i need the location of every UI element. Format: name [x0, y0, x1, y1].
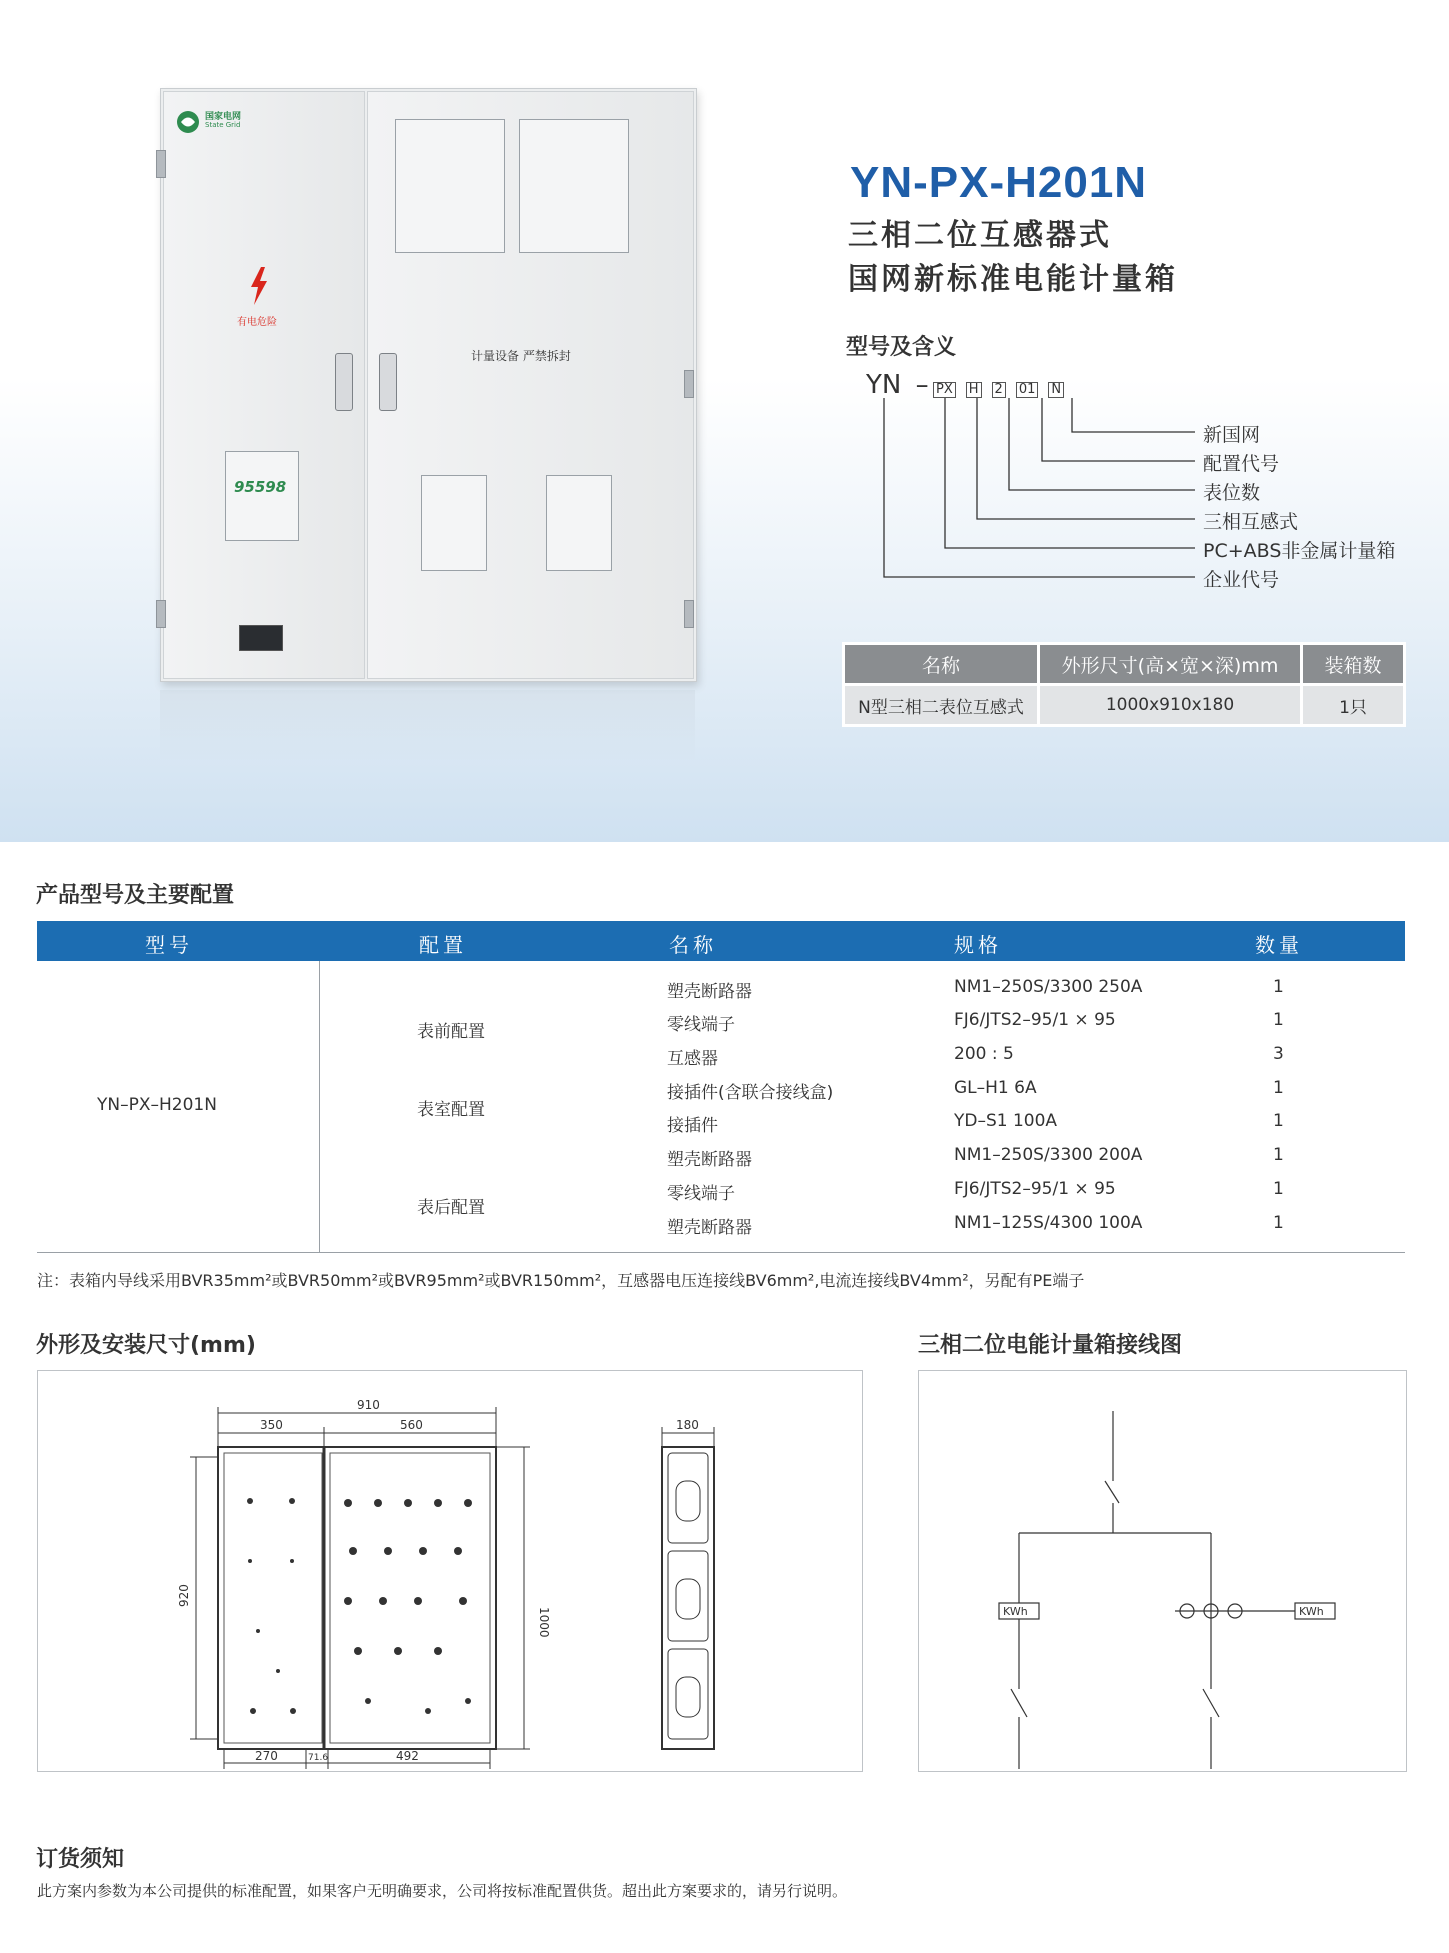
logo-cn: 国家电网: [205, 112, 242, 122]
order-text: 此方案内参数为本公司提供的标准配置，如果客户无明确要求，公司将按标准配置供货。超出此方案要求的，请另行说明。: [37, 1882, 848, 1900]
hinge: [684, 600, 694, 628]
dim-bottom-left: 270: [255, 1749, 278, 1763]
code-dash: –: [915, 370, 929, 400]
config-item-name: 零线端子: [667, 1184, 735, 1204]
meter-window-1: [395, 119, 505, 253]
legend-item: PC+ABS非金属计量箱: [1203, 540, 1396, 562]
config-item-spec: NM1–250S/3300 200A: [954, 1145, 1143, 1165]
hinge: [156, 150, 166, 178]
product-subtitle-1: 三相二位互感器式: [848, 218, 1112, 253]
config-divider: [319, 961, 320, 1252]
config-item-spec: NM1–250S/3300 250A: [954, 977, 1143, 997]
config-item-name: 零线端子: [667, 1015, 735, 1035]
config-header-model: 型号: [145, 933, 193, 957]
config-item-qty: 3: [1273, 1044, 1284, 1064]
dim-total-width: 910: [357, 1398, 380, 1412]
hinge: [684, 370, 694, 398]
logo-en: State Grid: [205, 121, 241, 129]
small-window-1: [421, 475, 487, 571]
nameplate: [239, 625, 283, 651]
config-item-qty: 1: [1273, 977, 1284, 997]
wiring-title: 三相二位电能计量箱接线图: [918, 1333, 1183, 1358]
config-model: YN–PX–H201N: [97, 1095, 217, 1115]
config-item-qty: 1: [1273, 1078, 1284, 1098]
spec-cell-size: 1000x910x180: [1039, 685, 1302, 726]
config-item-name: 塑壳断路器: [667, 982, 752, 1002]
dim-right-width: 560: [400, 1418, 423, 1432]
spec-cell-name: N型三相二表位互感式: [844, 685, 1039, 726]
code-box-h: H: [966, 382, 982, 398]
dim-bottom-right: 492: [396, 1749, 419, 1763]
config-title: 产品型号及主要配置: [36, 883, 235, 908]
warning-text: 有电危险: [237, 317, 277, 328]
cabinet-reflection: [160, 690, 695, 760]
config-header-spec: 规格: [954, 933, 1002, 957]
config-item-spec: GL–H1 6A: [954, 1078, 1037, 1098]
spec-header-qty: 装箱数: [1302, 644, 1405, 685]
small-window-2: [546, 475, 612, 571]
spec-header-size: 外形尺寸(高×宽×深)mm: [1039, 644, 1302, 685]
model-meaning-heading: 型号及含义: [846, 335, 957, 360]
config-item-name: 塑壳断路器: [667, 1150, 752, 1170]
wiring-diagram-svg: [919, 1371, 1406, 1771]
config-item-name: 塑壳断路器: [667, 1218, 752, 1238]
wiring-diagram: [918, 1370, 1407, 1772]
config-item-qty: 1: [1273, 1213, 1284, 1233]
service-logo: 95598: [234, 478, 287, 496]
config-group: 表后配置: [417, 1198, 485, 1218]
meter-label-right: KWh: [1299, 1605, 1324, 1618]
service-window: [225, 451, 299, 541]
door-label: 计量设备 严禁拆封: [471, 349, 571, 363]
dim-inner-height: 920: [177, 1584, 191, 1607]
config-header-name: 名称: [669, 933, 717, 957]
config-item-name: 接插件: [667, 1116, 718, 1136]
legend-item: 三相互感式: [1203, 511, 1299, 533]
config-bottom-line: [37, 1252, 1405, 1253]
code-box-01: 01: [1016, 382, 1039, 398]
spec-table: [842, 642, 1406, 727]
dim-left-width: 350: [260, 1418, 283, 1432]
state-grid-logo-icon: [175, 109, 201, 135]
left-handle: [335, 353, 353, 411]
order-title: 订货须知: [36, 1847, 125, 1872]
config-item-spec: FJ6/JTS2–95/1 × 95: [954, 1179, 1116, 1199]
config-item-qty: 1: [1273, 1179, 1284, 1199]
dim-depth: 180: [676, 1418, 699, 1432]
config-item-spec: FJ6/JTS2–95/1 × 95: [954, 1010, 1116, 1030]
state-grid-logo: [175, 109, 265, 135]
meter-label-left: KWh: [1003, 1605, 1028, 1618]
config-item-qty: 1: [1273, 1010, 1284, 1030]
config-table: [37, 921, 1405, 1251]
dim-bottom-gap: 71.6: [308, 1753, 329, 1763]
model-meaning-lines: [870, 398, 1200, 588]
code-boxes: [933, 378, 1070, 398]
dimensions-drawing: [37, 1370, 863, 1772]
meter-window-2: [519, 119, 629, 253]
spec-cell-qty: 1只: [1302, 685, 1405, 726]
model-code-line: [866, 372, 935, 398]
product-subtitle-2: 国网新标准电能计量箱: [848, 262, 1178, 297]
config-item-name: 接插件(含联合接线盒): [667, 1083, 834, 1103]
cabinet-photo: [160, 88, 697, 682]
right-handle: [379, 353, 397, 411]
config-group: 表前配置: [417, 1022, 485, 1042]
code-box-px: PX: [933, 382, 956, 398]
config-item-qty: 1: [1273, 1145, 1284, 1165]
legend-item: 企业代号: [1203, 569, 1280, 591]
product-model: YN-PX-H201N: [850, 158, 1148, 207]
config-header: [37, 921, 1405, 961]
legend-item: 表位数: [1203, 482, 1261, 504]
legend-item: 配置代号: [1203, 453, 1280, 475]
dim-total-height: 1000: [537, 1607, 551, 1638]
config-header-qty: 数量: [1255, 933, 1303, 957]
lightning-icon: [247, 267, 271, 305]
config-item-qty: 1: [1273, 1111, 1284, 1131]
code-box-2: 2: [992, 382, 1006, 398]
config-item-spec: 200 : 5: [954, 1044, 1014, 1064]
spec-header-name: 名称: [844, 644, 1039, 685]
dimensions-title: 外形及安装尺寸(mm): [36, 1333, 256, 1358]
code-box-n: N: [1048, 382, 1064, 398]
config-header-config: 配置: [419, 933, 467, 957]
config-item-name: 互感器: [667, 1049, 718, 1069]
config-item-spec: YD–S1 100A: [954, 1111, 1058, 1131]
legend-item: 新国网: [1203, 424, 1261, 446]
config-note: 注：表箱内导线采用BVR35mm²或BVR50mm²或BVR95mm²或BVR150mm²，互感器电压连接线BV6mm²,电流连接线BV4mm²，另配有PE端子: [37, 1271, 1085, 1290]
config-item-spec: NM1–125S/4300 100A: [954, 1213, 1143, 1233]
config-group: 表室配置: [417, 1100, 485, 1120]
dimension-drawing-svg: [38, 1371, 862, 1771]
hinge: [156, 600, 166, 628]
code-prefix: YN: [866, 370, 902, 400]
